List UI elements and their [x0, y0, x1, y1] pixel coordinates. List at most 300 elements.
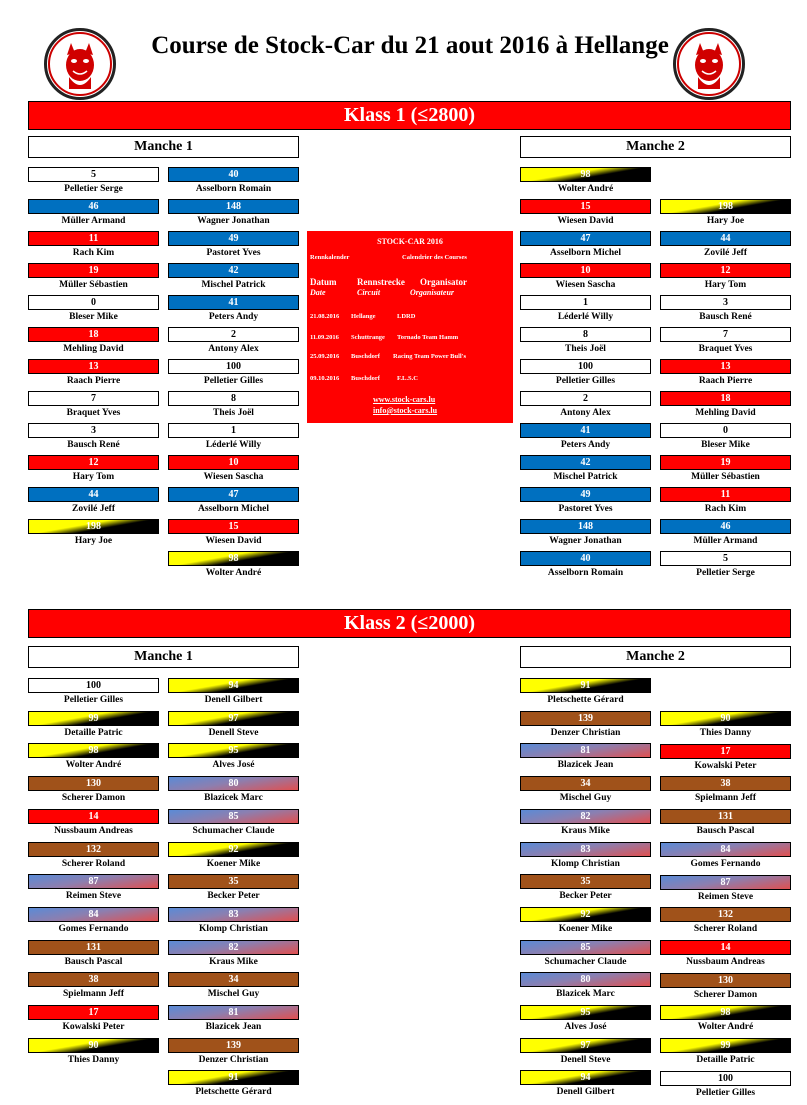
car-number: 85 — [168, 809, 299, 824]
calendar-title: STOCK-CAR 2016 — [377, 237, 443, 246]
driver-name: Klomp Christian — [551, 859, 620, 869]
driver-entry — [660, 295, 791, 324]
car-number: 11 — [28, 231, 159, 246]
driver-entry — [520, 359, 651, 388]
driver-entry — [660, 973, 791, 1002]
driver-entry — [520, 519, 651, 548]
car-number: 132 — [660, 907, 791, 922]
driver-entry — [520, 809, 651, 838]
car-number: 38 — [660, 776, 791, 791]
klass2-manche2-header: Manche 2 — [520, 646, 791, 668]
calendar-sub-right: Calendrier des Courses — [402, 254, 467, 261]
driver-entry — [28, 423, 159, 452]
driver-entry — [168, 359, 299, 388]
car-number: 91 — [168, 1070, 299, 1085]
driver-entry — [28, 842, 159, 871]
driver-name: Müller Armand — [61, 216, 126, 226]
driver-entry — [168, 199, 299, 228]
driver-name: Bausch Pascal — [696, 826, 755, 836]
driver-entry — [168, 487, 299, 516]
driver-name: Schumacher Claude — [544, 957, 627, 967]
driver-entry — [660, 455, 791, 484]
car-number: 81 — [168, 1005, 299, 1020]
driver-entry — [520, 455, 651, 484]
driver-name: Klomp Christian — [199, 924, 268, 934]
driver-entry — [28, 295, 159, 324]
club-logo-left — [44, 28, 116, 100]
driver-entry — [520, 972, 651, 1001]
driver-entry — [660, 231, 791, 260]
driver-entry — [520, 263, 651, 292]
driver-name: Wolter André — [65, 760, 122, 770]
driver-name: Mischel Patrick — [201, 280, 266, 290]
driver-entry — [28, 1005, 159, 1034]
car-number: 15 — [168, 519, 299, 534]
driver-entry — [28, 199, 159, 228]
driver-name: Mischel Guy — [207, 989, 260, 999]
car-number: 3 — [660, 295, 791, 310]
driver-name: Denzer Christian — [550, 728, 621, 738]
driver-entry — [520, 231, 651, 260]
car-number: 40 — [168, 167, 299, 182]
driver-entry — [168, 1038, 299, 1067]
car-number: 97 — [520, 1038, 651, 1053]
car-number: 130 — [28, 776, 159, 791]
driver-name: Blazicek Marc — [556, 989, 615, 999]
driver-name: Blazicek Jean — [205, 1022, 262, 1032]
driver-name: Becker Peter — [207, 891, 260, 901]
driver-entry — [168, 391, 299, 420]
driver-name: Pastoret Yves — [206, 248, 261, 258]
car-number: 139 — [520, 711, 651, 726]
driver-name: Wagner Jonathan — [197, 216, 270, 226]
car-number: 14 — [660, 940, 791, 955]
calendar-head-organisator: Organisator — [420, 277, 467, 287]
driver-entry — [660, 744, 791, 773]
driver-name: Asselborn Romain — [547, 568, 624, 578]
driver-entry — [660, 1005, 791, 1034]
car-number: 198 — [660, 199, 791, 214]
car-number: 5 — [28, 167, 159, 182]
driver-entry — [660, 842, 791, 871]
driver-name: Koener Mike — [558, 924, 613, 934]
driver-name: Gomes Fernando — [58, 924, 129, 934]
car-number: 49 — [520, 487, 651, 502]
driver-name: Wolter André — [205, 568, 262, 578]
driver-name: Koener Mike — [206, 859, 261, 869]
driver-name: Zovilé Jeff — [71, 504, 115, 514]
car-number: 42 — [168, 263, 299, 278]
driver-entry — [660, 711, 791, 740]
calendar-head-date: Date — [310, 288, 326, 297]
calendar-head-circuit: Circuit — [357, 288, 381, 297]
driver-name: Thies Danny — [699, 728, 752, 738]
car-number: 131 — [660, 809, 791, 824]
driver-name: Hary Joe — [706, 216, 745, 226]
driver-name: Scherer Roland — [693, 924, 758, 934]
driver-name: Alves José — [564, 1022, 607, 1032]
car-number: 7 — [660, 327, 791, 342]
driver-entry — [660, 1071, 791, 1100]
car-number: 18 — [660, 391, 791, 406]
car-number: 7 — [28, 391, 159, 406]
driver-entry — [168, 776, 299, 805]
calendar-event-3-date: 25.09.2016 — [310, 353, 340, 360]
car-number: 139 — [168, 1038, 299, 1053]
car-number: 95 — [168, 743, 299, 758]
driver-entry — [168, 295, 299, 324]
driver-entry — [660, 940, 791, 969]
driver-name: Wiesen David — [557, 216, 614, 226]
driver-entry — [168, 809, 299, 838]
car-number: 49 — [168, 231, 299, 246]
driver-name: Becker Peter — [559, 891, 612, 901]
driver-entry — [168, 1005, 299, 1034]
driver-entry — [28, 327, 159, 356]
car-number: 1 — [168, 423, 299, 438]
car-number: 47 — [520, 231, 651, 246]
driver-entry — [520, 327, 651, 356]
klass1-manche1-header: Manche 1 — [28, 136, 299, 158]
driver-entry — [28, 940, 159, 969]
driver-entry — [520, 295, 651, 324]
calendar-sub-left: Rennkalender — [310, 254, 350, 261]
driver-entry — [168, 519, 299, 548]
driver-entry — [660, 551, 791, 580]
driver-name: Wiesen Sascha — [555, 280, 616, 290]
driver-entry — [520, 678, 651, 707]
driver-name: Kowalski Peter — [694, 761, 757, 771]
driver-name: Hary Tom — [704, 280, 747, 290]
driver-entry — [520, 1005, 651, 1034]
car-number: 19 — [660, 455, 791, 470]
calendar-head-rennstrecke: Rennstrecke — [357, 277, 405, 287]
driver-name: Alves José — [212, 760, 255, 770]
driver-name: Denell Steve — [208, 728, 259, 738]
car-number: 98 — [168, 551, 299, 566]
driver-entry — [520, 874, 651, 903]
race-calendar — [307, 231, 513, 423]
driver-name: Schumacher Claude — [192, 826, 275, 836]
driver-name: Müller Sébastien — [59, 280, 128, 290]
driver-entry — [168, 940, 299, 969]
driver-entry — [168, 711, 299, 740]
car-number: 94 — [168, 678, 299, 693]
car-number: 95 — [520, 1005, 651, 1020]
driver-entry — [28, 776, 159, 805]
car-number: 148 — [520, 519, 651, 534]
driver-name: Asselborn Michel — [550, 248, 621, 258]
driver-name: Antony Alex — [208, 344, 259, 354]
driver-name: Scherer Damon — [61, 793, 126, 803]
car-number: 34 — [168, 972, 299, 987]
car-number: 34 — [520, 776, 651, 791]
car-number: 83 — [168, 907, 299, 922]
driver-entry — [660, 875, 791, 904]
driver-entry — [168, 455, 299, 484]
car-number: 12 — [28, 455, 159, 470]
driver-name: Zovilé Jeff — [703, 248, 747, 258]
driver-entry — [660, 263, 791, 292]
driver-entry — [520, 167, 651, 196]
car-number: 84 — [28, 907, 159, 922]
car-number: 41 — [168, 295, 299, 310]
driver-name: Denell Gilbert — [204, 695, 263, 705]
car-number: 35 — [520, 874, 651, 889]
car-number: 12 — [660, 263, 791, 278]
driver-entry — [28, 455, 159, 484]
driver-entry — [168, 907, 299, 936]
driver-name: Braquet Yves — [66, 408, 121, 418]
driver-name: Pelletier Gilles — [695, 1088, 756, 1098]
driver-name: Pelletier Serge — [696, 568, 755, 578]
car-number: 8 — [520, 327, 651, 342]
driver-entry — [520, 907, 651, 936]
calendar-event-4-date: 09.10.2016 — [310, 375, 340, 382]
driver-name: Blazicek Marc — [204, 793, 263, 803]
car-number: 99 — [28, 711, 159, 726]
car-number: 46 — [28, 199, 159, 214]
car-number: 80 — [520, 972, 651, 987]
car-number: 84 — [660, 842, 791, 857]
driver-entry — [28, 809, 159, 838]
driver-entry — [520, 940, 651, 969]
driver-name: Theis Joël — [565, 344, 606, 354]
car-number: 148 — [168, 199, 299, 214]
car-number: 0 — [660, 423, 791, 438]
car-number: 98 — [520, 167, 651, 182]
driver-name: Scherer Roland — [61, 859, 126, 869]
car-number: 98 — [28, 743, 159, 758]
driver-entry — [660, 359, 791, 388]
driver-entry — [28, 907, 159, 936]
klass2-banner: Klass 2 (≤2000) — [28, 609, 791, 638]
driver-entry — [28, 391, 159, 420]
car-number: 14 — [28, 809, 159, 824]
car-number: 85 — [520, 940, 651, 955]
driver-name: Peters Andy — [560, 440, 611, 450]
car-number: 3 — [28, 423, 159, 438]
car-number: 82 — [520, 809, 651, 824]
driver-entry — [660, 327, 791, 356]
driver-name: Antony Alex — [560, 408, 611, 418]
car-number: 100 — [520, 359, 651, 374]
driver-name: Pelletier Gilles — [203, 376, 264, 386]
driver-name: Léderlé Willy — [205, 440, 262, 450]
driver-name: Pelletier Gilles — [555, 376, 616, 386]
car-number: 38 — [28, 972, 159, 987]
driver-entry — [660, 809, 791, 838]
driver-entry — [28, 874, 159, 903]
driver-name: Bausch René — [67, 440, 120, 450]
car-number: 2 — [520, 391, 651, 406]
driver-name: Spielmann Jeff — [63, 989, 124, 999]
driver-name: Detaille Patric — [696, 1055, 755, 1065]
car-number: 15 — [520, 199, 651, 214]
calendar-event-2-circuit: Schuttrange — [351, 334, 385, 341]
driver-entry — [660, 487, 791, 516]
car-number: 0 — [28, 295, 159, 310]
driver-name: Asselborn Romain — [195, 184, 272, 194]
driver-entry — [520, 1070, 651, 1099]
driver-name: Mehling David — [695, 408, 756, 418]
driver-name: Blazicek Jean — [557, 760, 614, 770]
car-number: 130 — [660, 973, 791, 988]
car-number: 35 — [168, 874, 299, 889]
driver-entry — [520, 1038, 651, 1067]
driver-name: Kraus Mike — [561, 826, 610, 836]
driver-name: Gomes Fernando — [690, 859, 761, 869]
driver-name: Wolter André — [697, 1022, 754, 1032]
klass1-banner: Klass 1 (≤2800) — [28, 101, 791, 130]
driver-entry — [168, 327, 299, 356]
driver-name: Detaille Patric — [64, 728, 123, 738]
driver-name: Müller Sébastien — [691, 472, 760, 482]
driver-entry — [168, 972, 299, 1001]
car-number: 5 — [660, 551, 791, 566]
driver-entry — [168, 231, 299, 260]
car-number: 42 — [520, 455, 651, 470]
driver-name: Pletschette Gérard — [195, 1087, 272, 1097]
calendar-event-3-org: Racing Team Power Bull's — [393, 353, 467, 360]
driver-entry — [168, 842, 299, 871]
driver-entry — [660, 776, 791, 805]
driver-name: Hary Tom — [72, 472, 115, 482]
car-number: 8 — [168, 391, 299, 406]
driver-name: Bausch Pascal — [64, 957, 123, 967]
driver-name: Braquet Yves — [698, 344, 753, 354]
car-number: 17 — [660, 744, 791, 759]
driver-name: Mischel Guy — [559, 793, 612, 803]
driver-entry — [520, 743, 651, 772]
driver-name: Bausch René — [699, 312, 752, 322]
driver-name: Wolter André — [557, 184, 614, 194]
driver-name: Asselborn Michel — [198, 504, 269, 514]
car-number: 100 — [28, 678, 159, 693]
car-number: 94 — [520, 1070, 651, 1085]
car-number: 198 — [28, 519, 159, 534]
car-number: 132 — [28, 842, 159, 857]
driver-name: Denzer Christian — [198, 1055, 269, 1065]
car-number: 82 — [168, 940, 299, 955]
car-number: 44 — [660, 231, 791, 246]
calendar-event-4-org: F.L.S.C — [397, 375, 418, 382]
driver-entry — [660, 199, 791, 228]
driver-name: Reimen Steve — [697, 892, 754, 902]
driver-name: Bleser Mike — [701, 440, 750, 450]
calendar-event-2-date: 11.09.2016 — [310, 334, 339, 341]
car-number: 40 — [520, 551, 651, 566]
driver-entry — [168, 678, 299, 707]
car-number: 44 — [28, 487, 159, 502]
car-number: 131 — [28, 940, 159, 955]
car-number: 10 — [520, 263, 651, 278]
driver-name: Peters Andy — [208, 312, 259, 322]
driver-name: Wiesen Sascha — [203, 472, 264, 482]
driver-name: Léderlé Willy — [557, 312, 614, 322]
driver-name: Wiesen David — [205, 536, 262, 546]
car-number: 41 — [520, 423, 651, 438]
driver-entry — [168, 167, 299, 196]
car-number: 87 — [660, 875, 791, 890]
calendar-event-1-date: 21.08.2016 — [310, 313, 340, 320]
car-number: 2 — [168, 327, 299, 342]
driver-name: Pelletier Serge — [64, 184, 123, 194]
driver-name: Thies Danny — [67, 1055, 120, 1065]
driver-name: Theis Joël — [213, 408, 254, 418]
calendar-website-link[interactable]: www.stock-cars.lu — [373, 395, 436, 404]
driver-entry — [520, 199, 651, 228]
driver-name: Spielmann Jeff — [695, 793, 756, 803]
calendar-head-organisateur: Organisateur — [410, 288, 455, 297]
car-number: 1 — [520, 295, 651, 310]
driver-entry — [28, 487, 159, 516]
club-logo-right — [673, 28, 745, 100]
car-number: 19 — [28, 263, 159, 278]
driver-entry — [660, 519, 791, 548]
driver-entry — [28, 1038, 159, 1067]
driver-name: Mehling David — [63, 344, 124, 354]
calendar-event-3-circuit: Buschdorf — [351, 353, 380, 360]
car-number: 90 — [28, 1038, 159, 1053]
driver-name: Denell Steve — [560, 1055, 611, 1065]
calendar-head-datum: Datum — [310, 277, 337, 287]
driver-entry — [660, 391, 791, 420]
driver-entry — [168, 551, 299, 580]
driver-entry — [520, 391, 651, 420]
driver-name: Kraus Mike — [209, 957, 258, 967]
klass1-manche2-header: Manche 2 — [520, 136, 791, 158]
driver-name: Wagner Jonathan — [549, 536, 622, 546]
car-number: 11 — [660, 487, 791, 502]
driver-name: Kowalski Peter — [62, 1022, 125, 1032]
driver-entry — [520, 551, 651, 580]
calendar-event-1-org: LDRD — [397, 313, 416, 320]
driver-entry — [28, 263, 159, 292]
car-number: 13 — [28, 359, 159, 374]
driver-entry — [168, 263, 299, 292]
driver-entry — [28, 711, 159, 740]
driver-name: Scherer Damon — [693, 990, 758, 1000]
calendar-email-link[interactable]: info@stock-cars.lu — [373, 406, 438, 415]
car-number: 47 — [168, 487, 299, 502]
car-number: 98 — [660, 1005, 791, 1020]
car-number: 99 — [660, 1038, 791, 1053]
car-number: 10 — [168, 455, 299, 470]
klass2-manche1-header: Manche 1 — [28, 646, 299, 668]
car-number: 83 — [520, 842, 651, 857]
calendar-event-4-circuit: Buschdorf — [351, 375, 380, 382]
car-number: 100 — [660, 1071, 791, 1086]
car-number: 46 — [660, 519, 791, 534]
car-number: 87 — [28, 874, 159, 889]
car-number: 13 — [660, 359, 791, 374]
driver-name: Mischel Patrick — [553, 472, 618, 482]
driver-entry — [28, 519, 159, 548]
driver-entry — [520, 487, 651, 516]
car-number: 81 — [520, 743, 651, 758]
driver-entry — [28, 972, 159, 1001]
driver-entry — [168, 874, 299, 903]
driver-entry — [520, 776, 651, 805]
driver-entry — [168, 423, 299, 452]
driver-name: Nussbaum Andreas — [686, 957, 765, 967]
driver-name: Reimen Steve — [65, 891, 122, 901]
driver-entry — [660, 423, 791, 452]
driver-name: Rach Kim — [704, 504, 747, 514]
car-number: 17 — [28, 1005, 159, 1020]
calendar-event-1-circuit: Hellange — [351, 313, 376, 320]
